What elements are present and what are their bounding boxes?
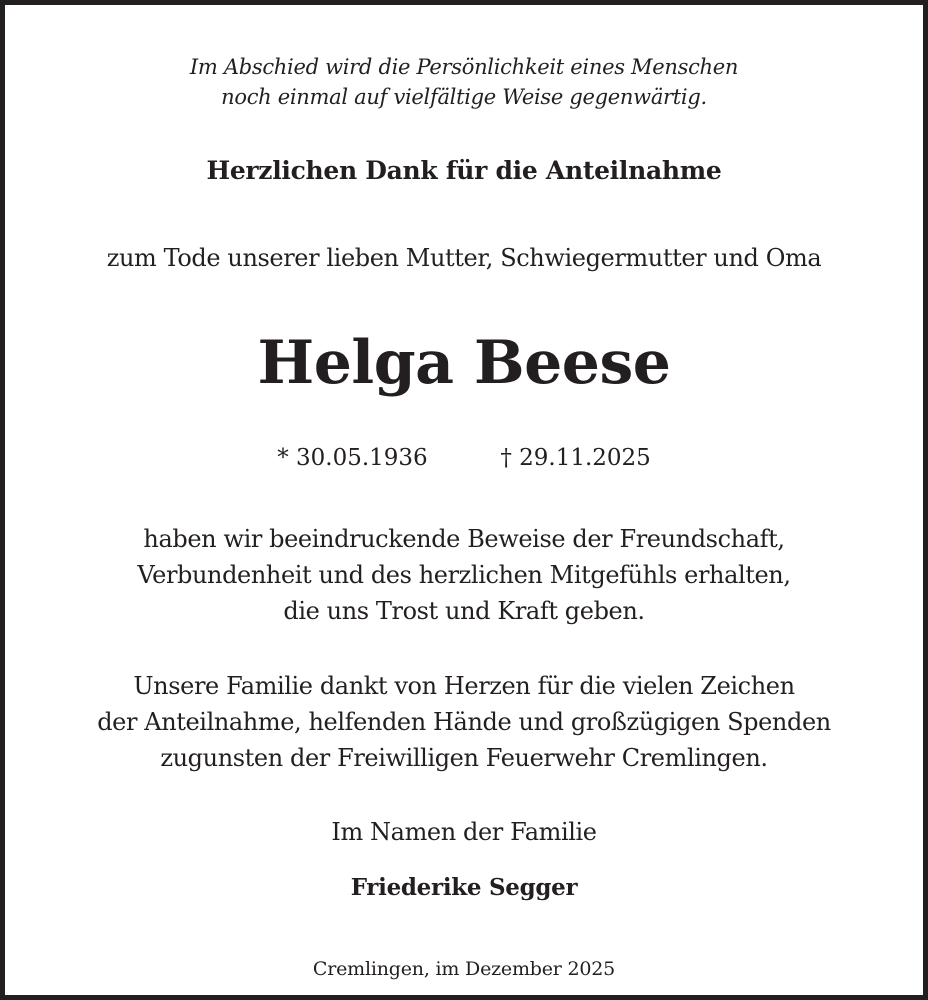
deceased-name: Helga Beese xyxy=(257,328,671,398)
birth-date: * 30.05.1936 xyxy=(277,445,428,471)
paragraph2-line-2: der Anteilnahme, helfenden Hände und großzügigen Spenden xyxy=(97,708,831,736)
motto-line-1: Im Abschied wird die Persönlichkeit eines Menschen xyxy=(189,55,739,79)
life-dates xyxy=(0,443,928,473)
paragraph1-line-2: Verbundenheit und des herzlichen Mitgefühls erhalten, xyxy=(137,561,791,589)
motto-line-2: noch einmal auf vielfältige Weise gegenwärtig. xyxy=(221,85,707,109)
intro-text: zum Tode unserer lieben Mutter, Schwiegermutter und Oma xyxy=(106,244,822,272)
death-date: † 29.11.2025 xyxy=(500,445,651,471)
paragraph2-line-3: zugunsten der Freiwilligen Feuerwehr Cremlingen. xyxy=(160,744,768,772)
paragraph2-line-1: Unsere Familie dankt von Herzen für die vielen Zeichen xyxy=(133,672,795,700)
signer-name: Friederike Segger xyxy=(350,874,578,901)
obituary-notice xyxy=(5,5,923,995)
paragraph1-line-3: die uns Trost und Kraft geben. xyxy=(283,597,645,625)
place-date: Cremlingen, im Dezember 2025 xyxy=(312,958,616,980)
closing-text: Im Namen der Familie xyxy=(331,818,597,846)
thanks-heading: Herzlichen Dank für die Anteilnahme xyxy=(206,156,722,185)
paragraph1-line-1: haben wir beeindruckende Beweise der Freundschaft, xyxy=(143,525,785,553)
